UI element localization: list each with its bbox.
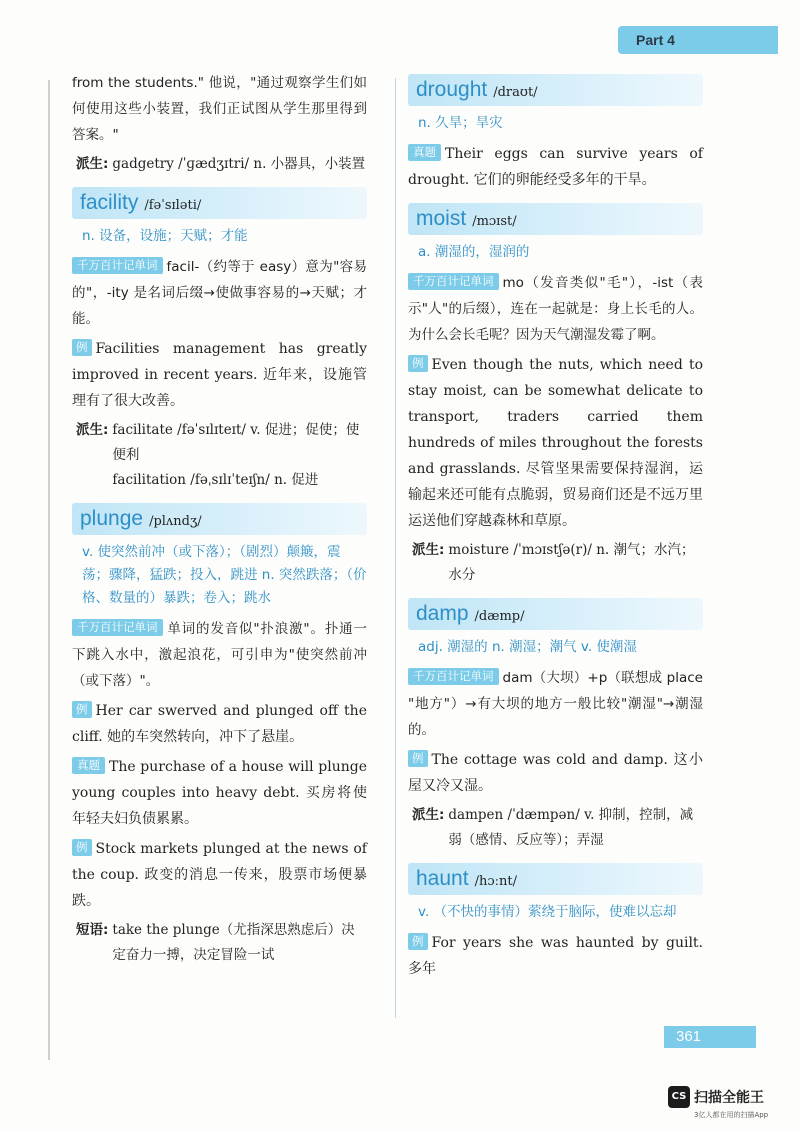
example-text: The cottage was cold and damp. 这小屋又冷又湿。 [408,752,703,794]
left-column [72,70,367,974]
memory-text: facil-（约等于 easy）意为"容易的"，-ity 是名词后缀→使做事容易的→天赋；才能。 [72,259,367,327]
derivative-text: moisture /ˈmɔɪstʃə(r)/ n. 潮气；水汽；水分 [448,542,695,583]
phrase-label: 短语: [76,922,109,938]
entry-header-damp [408,598,703,630]
headword: haunt [416,867,469,890]
right-column [408,70,703,986]
example-text: Even though the nuts, which need to stay moist, can be somewhat delicate to transport, traders carried them hundreds of miles throughout the forests and grasslands. 尽管坚果需要保持湿润，运输起来还可能有点脆弱，贸易商们还是不远万里运送他们穿越森林和草原。 [408,357,703,529]
derivative-text: dampen /ˈdæmpən/ v. 抑制，控制，减弱（感情、反应等）；弄湿 [448,807,694,848]
entry-header-drought [408,74,703,106]
exam-text: The purchase of a house will plunge young couples into heavy debt. 买房将使年轻夫妇负债累累。 [72,759,367,827]
column-divider [395,78,396,1018]
exam-question [72,754,367,832]
derivative-label: 派生: [76,422,109,438]
example-tag: 例 [72,701,92,718]
page-number: 361 [664,1026,756,1048]
derivative-label: 派生: [412,807,445,823]
phonetic: /hɔːnt/ [474,874,517,889]
memory-tip [408,270,703,348]
definition: v. 使突然前冲（或下落）；（剧烈）颠簸，震荡；骤降，猛跌；投入，跳进 n. 突然跌落；（价格、数量的）暴跌；卷入；跳水 [82,544,367,606]
memory-tag: 千万百计记单词 [408,668,499,685]
exam-text: Their eggs can survive years of drought. 它们的卵能经受多年的干旱。 [408,146,703,188]
derivative-list [112,418,367,493]
memory-tag: 千万百计记单词 [408,273,499,290]
memory-tag: 千万百计记单词 [72,257,163,274]
derivative [412,538,703,588]
phrase-text: take the plunge（尤指深思熟虑后）决定奋力一搏，决定冒险一试 [112,922,355,963]
definition: v. （不快的事情）萦绕于脑际，使难以忘却 [418,904,677,920]
example-tag: 例 [408,355,428,372]
headword: facility [80,191,139,214]
memory-tip [72,254,367,332]
example-tag: 例 [408,750,428,767]
derivative [412,803,703,853]
derivative-text: facilitation /fəˌsɪlɪˈteɪʃn/ n. 促进 [112,472,319,488]
entry-header-facility [72,187,367,219]
example [408,930,703,982]
example-tag: 例 [72,339,92,356]
phonetic: /fəˈsɪləti/ [144,198,202,213]
derivative-text: gadgetry /ˈɡædʒɪtri/ n. 小器具，小装置 [112,156,366,172]
derivative [76,418,367,493]
memory-tag: 千万百计记单词 [72,619,163,636]
headword: plunge [80,507,144,530]
example [72,836,367,914]
phonetic: /mɔɪst/ [472,214,517,229]
definition: n. 设备，设施；天赋；才能 [82,228,248,244]
scanner-name: 扫描全能王 [694,1090,764,1106]
example-tag: 例 [408,933,428,950]
derivative-label: 派生: [76,156,109,172]
headword: drought [416,78,488,101]
example-tag: 例 [72,839,92,856]
derivative-label: 派生: [412,542,445,558]
scanner-watermark [668,1084,793,1124]
entry-header-plunge [72,503,367,535]
memory-text: dam（大坝）+p（联想成 place "地方"）→有大坝的地方一般比较"潮湿"→潮湿的。 [408,670,703,738]
entry-header-haunt [408,863,703,895]
phrase [76,918,367,968]
phonetic: /draʊt/ [493,85,538,100]
example-text: Her car swerved and plunged off the cliff. 她的车突然转向，冲下了悬崖。 [72,703,367,745]
memory-text: 单词的发音似"扑浪激"。扑通一下跳入水中，激起浪花，可引申为"使突然前冲（或下落）"。 [72,621,367,689]
entry-header-moist [408,203,703,235]
example-text: Stock markets plunged at the news of the coup. 政变的消息一传来，股票市场便暴跌。 [72,841,367,909]
exam-tag: 真题 [408,144,441,161]
example [408,747,703,799]
memory-tip [408,665,703,743]
memory-text: mo（发音类似"毛"），-ist（表示"人"的后缀），连在一起就是：身上长毛的人。为什么会长毛呢？因为天气潮湿发霉了啊。 [408,275,703,343]
headword: moist [416,207,467,230]
scanner-tagline: 3亿人都在用的扫描App [694,1111,769,1119]
part-tab: Part 4 [618,26,778,54]
derivative-text: facilitate /fəˈsɪlɪteɪt/ v. 促进；促使；使便利 [112,422,360,463]
scanner-logo: CS [668,1086,690,1108]
phonetic: /dæmp/ [474,609,525,624]
example-text: Facilities management has greatly improved in recent years. 近年来，设施管理有了很大改善。 [72,341,367,409]
exam-question [408,141,703,193]
page-binding-edge [48,80,50,1060]
headword: damp [416,602,469,625]
example [408,352,703,534]
definition: a. 潮湿的，湿润的 [418,244,530,260]
exam-tag: 真题 [72,757,105,774]
derivative [76,152,367,177]
definition: n. 久旱；旱灾 [418,115,503,131]
definition: adj. 潮湿的 n. 潮湿；潮气 v. 使潮湿 [418,639,637,655]
intro-paragraph: from the students." 他说，"通过观察学生们如何使用这些小装置，我们正试图从学生那里得到答案。" [72,75,367,143]
example-text: For years she was haunted by guilt. 多年 [408,935,703,977]
example [72,698,367,750]
phonetic: /plʌndʒ/ [149,514,202,529]
example [72,336,367,414]
memory-tip [72,616,367,694]
